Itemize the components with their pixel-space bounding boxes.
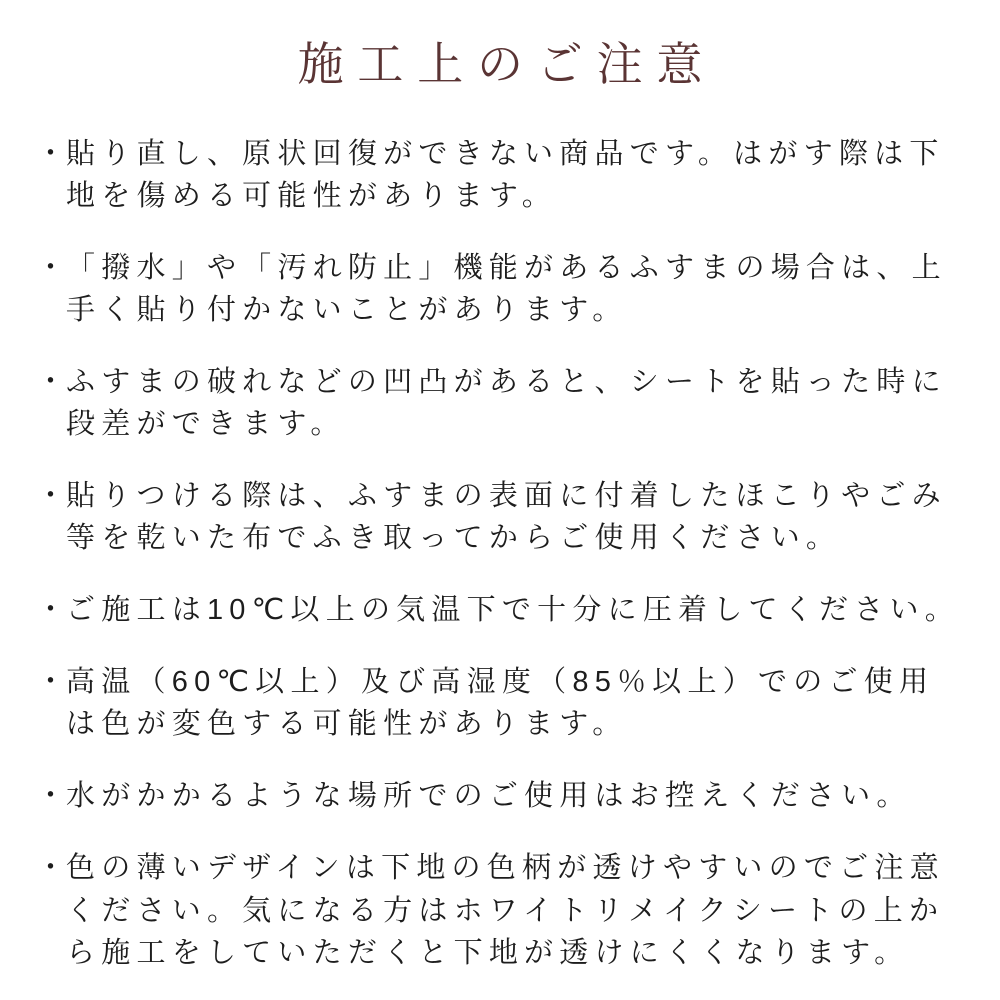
- list-item: [36, 361, 960, 445]
- bullet-marker: ・: [36, 852, 66, 885]
- bullet-marker: ・: [36, 366, 66, 399]
- list-item: [36, 475, 960, 559]
- note-text: 貼りつける際は、ふすまの表面に付着したほこりやごみ等を乾いた布でふき取ってからご使用ください。: [66, 480, 947, 555]
- page-title: 施工上のご注意: [297, 38, 717, 90]
- bullet-marker: ・: [36, 480, 66, 513]
- bullet-marker: ・: [36, 666, 66, 699]
- note-text: 色の薄いデザインは下地の色柄が透けやすいのでご注意ください。気になる方はホワイトリメイクシートの上から施工をしていただくと下地が透けにくくなります。: [66, 852, 945, 969]
- note-text: 「撥水」や「汚れ防止」機能があるふすまの場合は、上手く貼り付かないことがあります。: [66, 251, 947, 327]
- bullet-marker: ・: [36, 251, 66, 284]
- list-item: [36, 775, 960, 817]
- precautions-list: [36, 133, 960, 974]
- list-item: [36, 847, 960, 973]
- bullet-marker: ・: [36, 780, 66, 813]
- note-text: ご施工は10℃以上の気温下で十分に圧着してください。: [66, 594, 960, 627]
- list-item: [36, 133, 960, 217]
- bullet-marker: ・: [36, 594, 66, 627]
- note-text: ふすまの破れなどの凹凸があると、シートを貼った時に段差ができます。: [66, 366, 947, 441]
- list-item: [36, 661, 960, 745]
- list-item: [36, 589, 960, 631]
- list-item: [36, 247, 960, 331]
- note-text: 水がかかるような場所でのご使用はお控えください。: [66, 780, 912, 813]
- note-text: 貼り直し、原状回復ができない商品です。はがす際は下地を傷める可能性があります。: [66, 137, 945, 212]
- bullet-marker: ・: [36, 137, 66, 170]
- note-text: 高温（60℃以上）及び高湿度（85％以上）でのご使用は色が変色する可能性があります。: [66, 666, 935, 741]
